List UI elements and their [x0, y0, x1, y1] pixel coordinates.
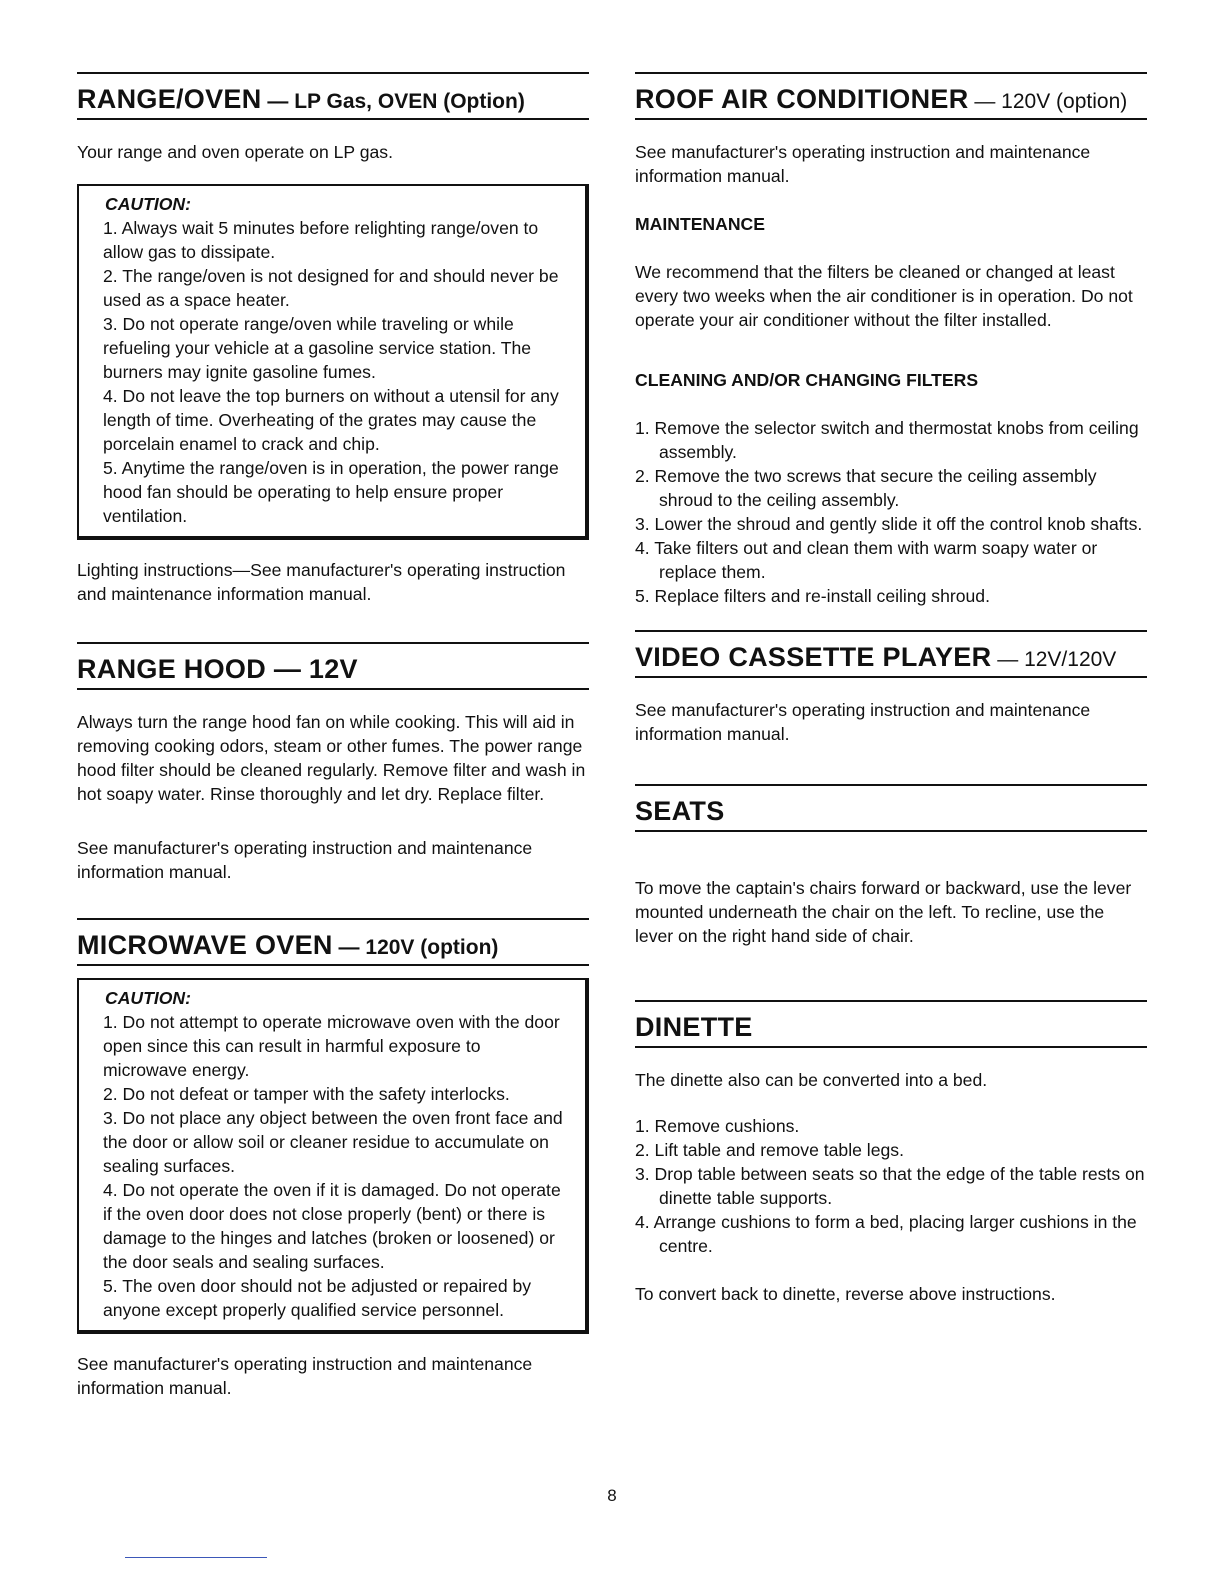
caution-title: CAUTION: — [105, 194, 192, 214]
list-item: 1. Remove the selector switch and thermostat knobs from ceiling assembly. — [635, 418, 1139, 462]
list-item: 1. Remove cushions. — [635, 1116, 800, 1136]
video-body: See manufacturer's operating instruction and maintenance information manual. — [635, 700, 1091, 744]
dinette-heading: DINETTE — [635, 1000, 1147, 1048]
air-conditioner-intro: See manufacturer's operating instruction and maintenance information manual. — [635, 142, 1091, 186]
caution-item: 2. Do not defeat or tamper with the safety interlocks. — [103, 1084, 510, 1104]
left-column — [77, 72, 589, 1400]
caution-title: CAUTION: — [105, 988, 192, 1008]
lighting-instructions: Lighting instructions—See manufacturer's operating instruction and maintenance information manual. — [77, 560, 566, 604]
range-oven-caution-box — [77, 184, 589, 540]
dinette-outro: To convert back to dinette, reverse above instructions. — [635, 1284, 1056, 1304]
range-hood-note: See manufacturer's operating instruction and maintenance information manual. — [77, 838, 533, 882]
range-oven-intro: Your range and oven operate on LP gas. — [77, 142, 393, 162]
dinette-intro: The dinette also can be converted into a bed. — [635, 1070, 988, 1090]
seats-heading: SEATS — [635, 784, 1147, 832]
dinette-steps — [635, 1114, 1147, 1258]
caution-list — [103, 1010, 569, 1322]
list-item: 3. Lower the shroud and gently slide it off the control knob shafts. — [635, 514, 1143, 534]
video-heading: VIDEO CASSETTE PLAYER — 12V/120V — [635, 630, 1147, 678]
seats-body: To move the captain's chairs forward or backward, use the lever mounted underneath the chair on the left. To recline, use the lever on the right hand side of chair. — [635, 878, 1132, 946]
caution-item: 1. Do not attempt to operate microwave oven with the door open since this can result in harmful exposure to microwave energy. — [103, 1012, 560, 1080]
range-oven-heading: RANGE/OVEN — LP Gas, OVEN (Option) — [77, 72, 589, 120]
caution-item: 3. Do not place any object between the oven front face and the door or allow soil or cleaner residue to accumulate on sealing surfaces. — [103, 1108, 563, 1176]
caution-item: 2. The range/oven is not designed for and should never be used as a space heater. — [103, 266, 559, 310]
list-item: 3. Drop table between seats so that the edge of the table rests on dinette table supports. — [635, 1164, 1145, 1208]
caution-item: 1. Always wait 5 minutes before relighting range/oven to allow gas to dissipate. — [103, 218, 539, 262]
filters-heading: CLEANING AND/OR CHANGING FILTERS — [635, 370, 979, 390]
microwave-caution-box — [77, 978, 589, 1334]
list-item: 4. Take filters out and clean them with warm soapy water or replace them. — [635, 538, 1098, 582]
caution-list — [103, 216, 569, 528]
list-item: 2. Remove the two screws that secure the ceiling assembly shroud to the ceiling assembly. — [635, 466, 1097, 510]
caution-item: 5. The oven door should not be adjusted or repaired by anyone except properly qualified service personnel. — [103, 1276, 532, 1320]
maintenance-body: We recommend that the filters be cleaned or changed at least every two weeks when the air conditioner is in operation. Do not operate your air conditioner without the filter installed. — [635, 262, 1133, 330]
maintenance-heading: MAINTENANCE — [635, 214, 765, 234]
air-conditioner-heading: ROOF AIR CONDITIONER — 120V (option) — [635, 72, 1147, 120]
caution-item: 4. Do not leave the top burners on without a utensil for any length of time. Overheating of the grates may cause the porcelain enamel to crack and chip. — [103, 386, 559, 454]
range-hood-body: Always turn the range hood fan on while cooking. This will aid in removing cooking odors, steam or other fumes. The power range hood filter should be cleaned regularly. Remove filter and wash in hot soapy water. Rinse thoroughly and let dry. Replace filter. — [77, 712, 586, 804]
range-hood-heading: RANGE HOOD — 12V — [77, 642, 589, 690]
list-item: 2. Lift table and remove table legs. — [635, 1140, 904, 1160]
list-item: 4. Arrange cushions to form a bed, placing larger cushions in the centre. — [635, 1212, 1137, 1256]
microwave-heading: MICROWAVE OVEN — 120V (option) — [77, 918, 589, 966]
microwave-note: See manufacturer's operating instruction and maintenance information manual. — [77, 1354, 533, 1398]
page-number: 8 — [607, 1486, 617, 1505]
caution-item: 5. Anytime the range/oven is in operation, the power range hood fan should be operating to help ensure proper ventilation. — [103, 458, 559, 526]
filter-steps — [635, 416, 1147, 608]
list-item: 5. Replace filters and re-install ceiling shroud. — [635, 586, 990, 606]
caution-item: 3. Do not operate range/oven while traveling or while refueling your vehicle at a gasoline service station. The burners may ignite gasoline fumes. — [103, 314, 532, 382]
caution-item: 4. Do not operate the oven if it is damaged. Do not operate if the oven door does not close properly (bent) or there is damage to the hinges and latches (broken or loosened) or the door seals and sealing surfaces. — [103, 1180, 561, 1272]
right-column — [635, 72, 1147, 1306]
footer-rule — [125, 1557, 267, 1558]
